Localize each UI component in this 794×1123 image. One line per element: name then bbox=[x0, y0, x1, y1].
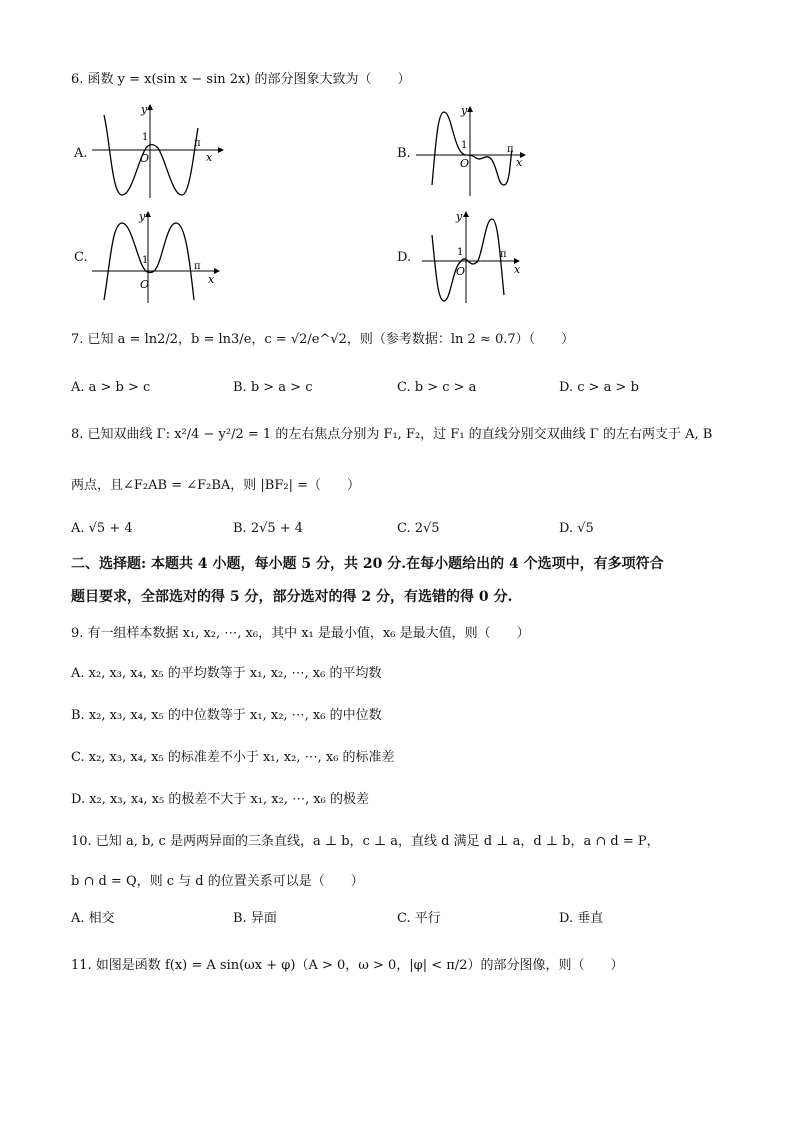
q10-option-b: B. 异面 bbox=[233, 911, 277, 926]
q6-option-c-label: C. bbox=[74, 250, 88, 265]
graph-a-one: 1 bbox=[142, 132, 149, 143]
q7-option-d: D. c > a > b bbox=[559, 380, 639, 395]
graph-b-y-label: y bbox=[461, 104, 468, 117]
q10-option-a: A. 相交 bbox=[71, 911, 115, 926]
q6-graph-c bbox=[90, 205, 230, 305]
graph-a-origin: O bbox=[140, 152, 150, 165]
q7-stem: 7. 已知 a = ln2/2，b = ln3/e，c = √2/e^√2，则（参考数据：ln 2 ≈ 0.7）（ ） bbox=[71, 332, 575, 347]
q6-graph-a bbox=[90, 100, 230, 200]
q7-option-a: A. a > b > c bbox=[71, 380, 151, 395]
q8-stem-line2: 两点，且∠F₂AB = ∠F₂BA，则 |BF₂| =（ ） bbox=[71, 478, 360, 493]
q6-option-d-label: D. bbox=[397, 250, 412, 265]
q9-option-c: C. x₂, x₃, x₄, x₅ 的标准差不小于 x₁, x₂, ⋯, x₆ 的标准差 bbox=[71, 750, 395, 765]
q8-option-b: B. 2√5 + 4 bbox=[233, 521, 304, 536]
graph-b-pi: π bbox=[507, 144, 514, 155]
q9-option-b: B. x₂, x₃, x₄, x₅ 的中位数等于 x₁, x₂, ⋯, x₆ 的中位数 bbox=[71, 708, 382, 723]
section2-heading-line2: 题目要求，全部选对的得 5 分，部分选对的得 2 分，有选错的得 0 分. bbox=[71, 589, 513, 605]
q8-option-a: A. √5 + 4 bbox=[71, 521, 133, 536]
q11-stem: 11. 如图是函数 f(x) = A sin(ωx + φ)（A > 0，ω > 0，|φ| < π/2）的部分图像，则（ ） bbox=[71, 958, 624, 973]
section2-heading-line1: 二、选择题: 本题共 4 小题，每小题 5 分，共 20 分.在每小题给出的 4 个选项中，有多项符合 bbox=[71, 556, 664, 572]
graph-c-y-label: y bbox=[139, 210, 146, 223]
graph-b-x-label: x bbox=[516, 156, 523, 169]
q7-option-b: B. b > a > c bbox=[233, 380, 313, 395]
q9-stem: 9. 有一组样本数据 x₁, x₂, ⋯, x₆，其中 x₁ 是最小值，x₆ 是最大值，则（ ） bbox=[71, 626, 530, 641]
q10-stem-line1: 10. 已知 a, b, c 是两两异面的三条直线，a ⊥ b，c ⊥ a，直线 d 满足 d ⊥ a，d ⊥ b，a ∩ d = P， bbox=[71, 834, 660, 849]
q6-graph-d bbox=[418, 205, 548, 305]
q6-stem: 6. 函数 y = x(sin x − sin 2x) 的部分图象大致为（ ） bbox=[71, 72, 411, 87]
graph-c-x-label: x bbox=[208, 273, 215, 286]
graph-d-one: 1 bbox=[457, 247, 464, 258]
graph-c-one: 1 bbox=[142, 255, 149, 266]
graph-d-y-label: y bbox=[456, 210, 463, 223]
q6-graph-b bbox=[412, 100, 552, 200]
graph-b-one: 1 bbox=[461, 140, 468, 151]
graph-c-origin: O bbox=[140, 278, 150, 291]
graph-d-pi: π bbox=[500, 249, 507, 260]
q6-option-b-label: B. bbox=[397, 146, 411, 161]
graph-a-x-label: x bbox=[206, 151, 213, 164]
graph-a-y-label: y bbox=[141, 103, 148, 116]
graph-c-pi: π bbox=[194, 261, 201, 272]
graph-d-origin: O bbox=[456, 265, 466, 278]
q10-option-d: D. 垂直 bbox=[559, 911, 604, 926]
q9-option-d: D. x₂, x₃, x₄, x₅ 的极差不大于 x₁, x₂, ⋯, x₆ 的极差 bbox=[71, 792, 370, 807]
graph-d-x-label: x bbox=[514, 263, 521, 276]
q10-option-c: C. 平行 bbox=[397, 911, 441, 926]
graph-a-pi: π bbox=[194, 138, 201, 149]
q7-option-c: C. b > c > a bbox=[397, 380, 477, 395]
q8-stem-line1: 8. 已知双曲线 Γ: x²/4 − y²/2 = 1 的左右焦点分别为 F₁, F₂，过 F₁ 的直线分别交双曲线 Γ 的左右两支于 A, B bbox=[71, 427, 713, 442]
q10-stem-line2: b ∩ d = Q，则 c 与 d 的位置关系可以是（ ） bbox=[71, 874, 364, 889]
q8-option-d: D. √5 bbox=[559, 521, 594, 536]
q9-option-a: A. x₂, x₃, x₄, x₅ 的平均数等于 x₁, x₂, ⋯, x₆ 的平均数 bbox=[71, 666, 382, 681]
graph-b-origin: O bbox=[460, 157, 470, 170]
q8-option-c: C. 2√5 bbox=[397, 521, 440, 536]
q6-option-a-label: A. bbox=[74, 146, 88, 161]
